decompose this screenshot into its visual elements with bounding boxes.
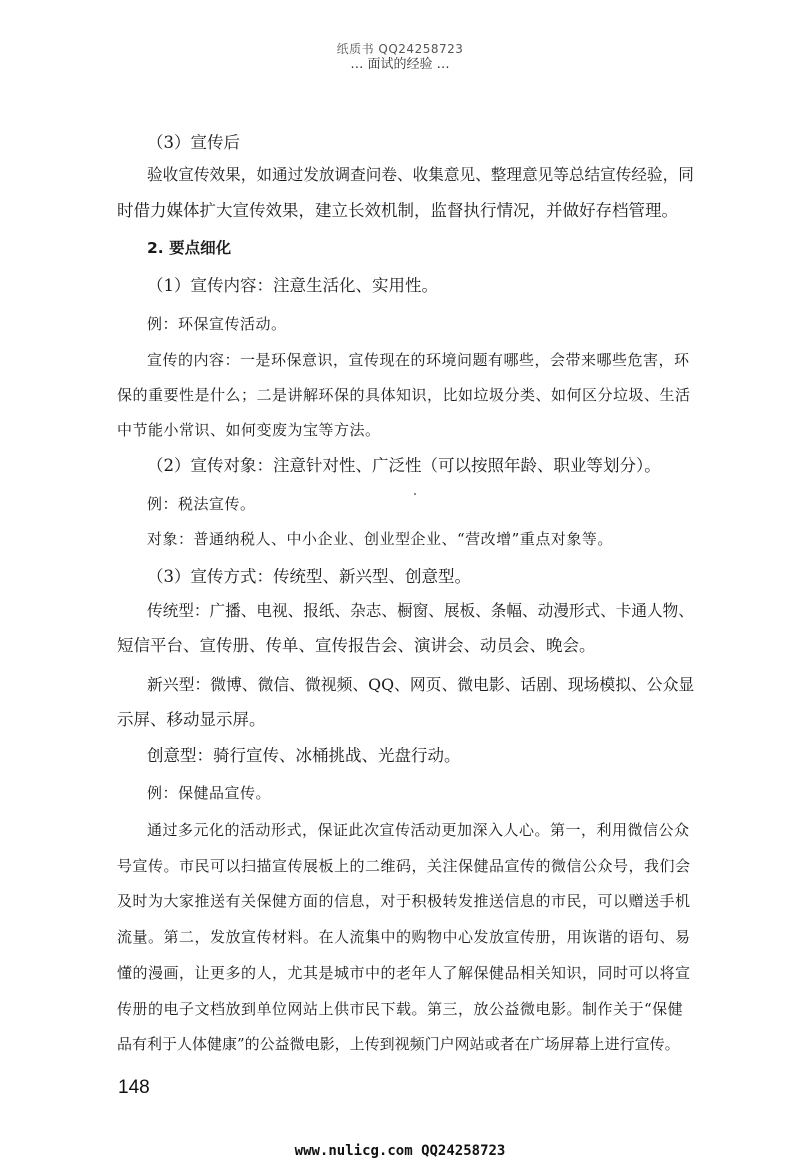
subheading-methods: （3）宣传方式：传统型、新兴型、创意型。 <box>147 567 471 586</box>
page-number: 148 <box>118 1077 150 1098</box>
header-watermark: 纸质书 QQ24258723 <box>336 42 464 56</box>
example-paragraph-line: 中节能小常识、如何变废为宝等方法。 <box>117 421 381 439</box>
running-header-title: … 面试的经验 … <box>350 57 450 72</box>
paragraph-line: 示屏、移动显示屏。 <box>117 710 266 729</box>
paragraph-line: 创意型：骑行宣传、冰桶挑战、光盘行动。 <box>147 746 461 765</box>
example-paragraph-line: 通过多元化的活动形式，保证此次宣传活动更加深入人心。第一，利用微信公众 <box>147 821 690 839</box>
paragraph-line: 短信平台、宣传册、传单、宣传报告会、演讲会、动员会、晚会。 <box>117 636 596 655</box>
example-line: 例：税法宣传。 <box>147 495 256 513</box>
paragraph-line: 传统型：广播、电视、报纸、杂志、橱窗、展板、条幅、动漫形式、卡通人物、 <box>147 601 694 620</box>
example-paragraph-line: 品有利于人体健康”的公益微电影，上传到视频门户网站或者在广场屏幕上进行宣传。 <box>117 1035 680 1053</box>
subheading-after-publicity: （3）宣传后 <box>147 133 240 152</box>
subheading-audience: （2）宣传对象：注意针对性、广泛性（可以按照年龄、职业等划分）。 <box>147 456 661 475</box>
subheading-content: （1）宣传内容：注意生活化、实用性。 <box>147 276 438 295</box>
paragraph-line: 验收宣传效果，如通过发放调查问卷、收集意见、整理意见等总结宣传经验，同 <box>147 165 694 184</box>
paragraph-line: 新兴型：微博、微信、微视频、QQ、网页、微电影、话剧、现场模拟、公众显 <box>147 675 695 694</box>
scan-speck <box>414 493 416 495</box>
example-paragraph-line: 传册的电子文档放到单位网站上供市民下载。第三，放公益微电影。制作关于“保健 <box>117 1000 684 1018</box>
example-paragraph-line: 及时为大家推送有关保健方面的信息，对于积极转发推送信息的市民，可以赠送手机 <box>117 892 691 910</box>
example-line: 例：环保宣传活动。 <box>147 315 287 333</box>
example-paragraph-line: 保的重要性是什么；二是讲解环保的具体知识，比如垃圾分类、如何区分垃圾、生活 <box>117 386 691 404</box>
section-heading: 2. 要点细化 <box>147 239 232 257</box>
example-paragraph-line: 对象：普通纳税人、中小企业、创业型企业、“营改增”重点对象等。 <box>147 530 613 548</box>
example-paragraph-line: 懂的漫画，让更多的人，尤其是城市中的老年人了解保健品相关知识，同时可以将宣 <box>117 964 691 982</box>
example-line: 例：保健品宣传。 <box>147 784 272 802</box>
example-paragraph-line: 号宣传。市民可以扫描宣传展板上的二维码，关注保健品宣传的微信公众号，我们会 <box>117 857 691 875</box>
paragraph-line: 时借力媒体扩大宣传效果，建立长效机制，监督执行情况，并做好存档管理。 <box>117 201 678 220</box>
example-paragraph-line: 流量。第二，发放宣传材料。在人流集中的购物中心发放宣传册，用诙谐的语句、易 <box>117 928 691 946</box>
footer-watermark: www.nulicg.com QQ24258723 <box>294 1143 506 1159</box>
example-paragraph-line: 宣传的内容：一是环保意识，宣传现在的环境问题有哪些，会带来哪些危害，环 <box>147 351 690 369</box>
